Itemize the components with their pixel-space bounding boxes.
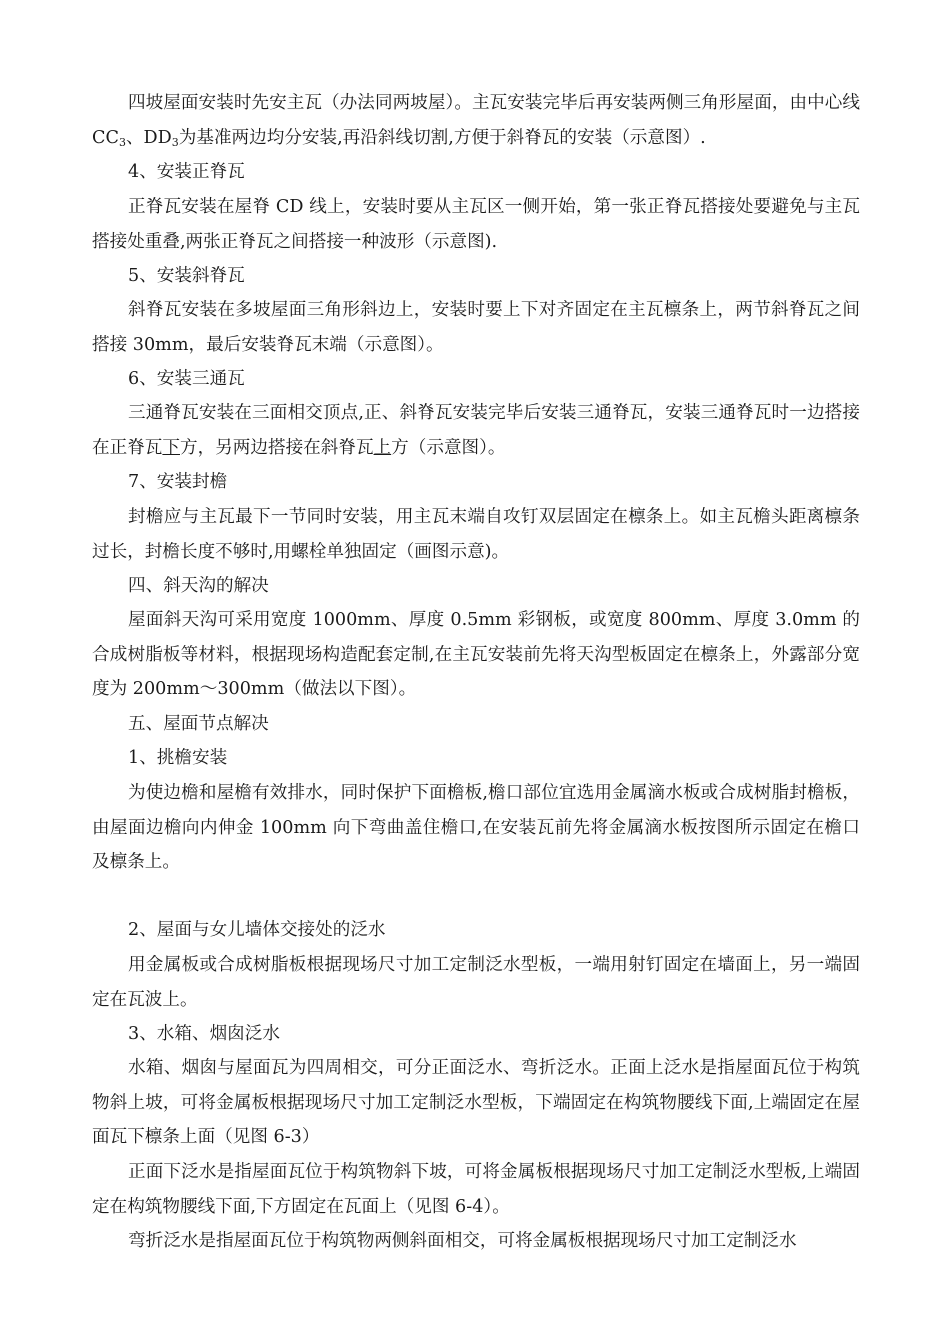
paragraph-text: 为基准两边均分安装,再沿斜线切割,方便于斜脊瓦的安装（示意图）.: [178, 127, 706, 148]
paragraph-parapet-flashing: 用金属板或合成树脂板根据现场尺寸加工定制泛水型板，一端用射钉固定在墙面上，另一端固定在瓦波上。: [92, 955, 860, 1010]
heading-install-ridge-tile: 4、安装正脊瓦: [128, 162, 245, 182]
subscript: 3: [171, 135, 179, 149]
heading-install-three-way-tile: 6、安装三通瓦: [128, 369, 245, 389]
paragraph-text: 三通脊瓦安装在三面相交顶点,正、斜脊瓦安装完毕后安装三通脊瓦，安装三通脊瓦时一边搭接在正脊瓦: [92, 403, 860, 458]
underlined-text: 下: [162, 437, 180, 458]
heading-overhang-install: 1、挑檐安装: [128, 748, 228, 768]
subscript: 3: [118, 135, 126, 149]
paragraph-tank-chimney-flashing: 水箱、烟囱与屋面瓦为四周相交，可分正面泛水、弯折泛水。正面上泛水是指屋面瓦位于构筑物斜上坡，可将金属板根据现场尺寸加工定制泛水型板，下端固定在构筑物腰线下面,上端固定在屋面瓦下檩条上面（见图 6-3）: [92, 1058, 860, 1147]
heading-valley-gutter: 四、斜天沟的解决: [128, 576, 269, 596]
paragraph-text: 方，另两边搭接在斜脊瓦: [180, 437, 374, 458]
paragraph-hip-tile: 斜脊瓦安装在多坡屋面三角形斜边上，安装时要上下对齐固定在主瓦檩条上，两节斜脊瓦之间搭接 30mm，最后安装脊瓦末端（示意图）。: [92, 300, 860, 355]
paragraph-text: 、DD: [125, 127, 172, 148]
heading-tank-chimney-flashing: 3、水箱、烟囱泛水: [128, 1024, 280, 1044]
heading-install-hip-tile: 5、安装斜脊瓦: [128, 266, 245, 286]
paragraph-lower-front-flashing: 正面下泛水是指屋面瓦位于构筑物斜下坡，可将金属板根据现场尺寸加工定制泛水型板,上端固定在构筑物腰线下面,下方固定在瓦面上（见图 6-4）。: [92, 1162, 860, 1217]
underlined-text: 上: [373, 437, 392, 458]
paragraph-overhang: 为使边檐和屋檐有效排水，同时保护下面檐板,檐口部位宜选用金属滴水板或合成树脂封檐板，由屋面边檐向内伸金 100mm 向下弯曲盖住檐口,在安装瓦前先将金属滴水板按图所示固定在檐口及檩条上。: [92, 783, 860, 872]
paragraph-bent-flashing: 弯折泛水是指屋面瓦位于构筑物两侧斜面相交，可将金属板根据现场尺寸加工定制泛水: [128, 1231, 797, 1251]
paragraph-text: 方（示意图）。: [391, 437, 506, 458]
paragraph-valley-gutter: 屋面斜天沟可采用宽度 1000mm、厚度 0.5mm 彩钢板，或宽度 800mm、厚度 3.0mm 的合成树脂板等材料，根据现场构造配套定制,在主瓦安装前先将天沟型板固定在檩条上，外露部分宽度为 200mm～300mm（做法以下图）。: [92, 610, 860, 699]
heading-roof-node: 五、屋面节点解决: [128, 714, 269, 734]
paragraph-four-slope-roof: [92, 86, 860, 155]
heading-parapet-flashing: 2、屋面与女儿墙体交接处的泛水: [128, 920, 386, 940]
paragraph-eave-sealing: 封檐应与主瓦最下一节同时安装，用主瓦末端自攻钉双层固定在檩条上。如主瓦檐头距离檩条过长，封檐长度不够时,用螺栓单独固定（画图示意)。: [92, 507, 860, 562]
paragraph-three-way-tile: [92, 396, 860, 465]
heading-install-eave-sealing: 7、安装封檐: [128, 472, 228, 492]
paragraph-ridge-tile: 正脊瓦安装在屋脊 CD 线上，安装时要从主瓦区一侧开始，第一张正脊瓦搭接处要避免与主瓦搭接处重叠,两张正脊瓦之间搭接一种波形（示意图).: [92, 197, 860, 252]
paragraph-text: 四坡屋面安装时先安主瓦（办法同两坡屋）。主瓦安装完毕后再安装两侧三角形屋面，由中心线 CC: [92, 93, 860, 148]
